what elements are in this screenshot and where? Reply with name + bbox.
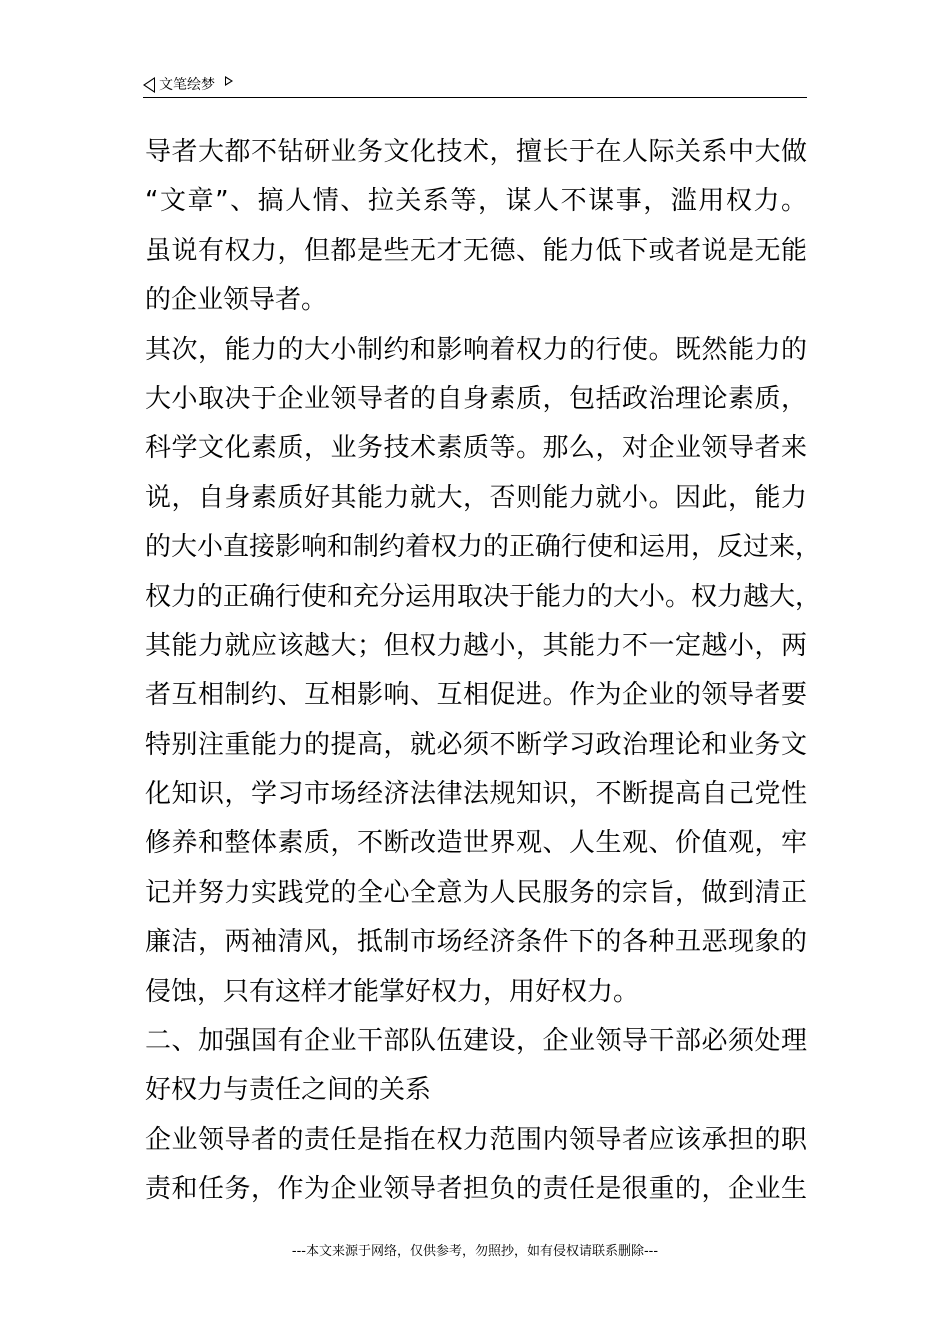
text-line: 权力的正确行使和充分运用取决于能力的大小。权力越大， bbox=[145, 581, 822, 612]
text-line: 的大小直接影响和制约着权力的正确行使和运用，反过来， bbox=[145, 532, 822, 563]
text-line: 企业领导者的责任是指在权力范围内领导者应该承担的职 bbox=[145, 1124, 807, 1155]
document-body bbox=[145, 128, 822, 1215]
text-line: 其次，能力的大小制约和影响着权力的行使。既然能力的 bbox=[145, 334, 807, 365]
triangle-right-icon bbox=[225, 76, 233, 86]
text-line: 虽说有权力，但都是些无才无德、能力低下或者说是无能 bbox=[145, 235, 807, 266]
text-line: 者互相制约、互相影响、互相促进。作为企业的领导者要 bbox=[145, 680, 807, 711]
text-line: 二、加强国有企业干部队伍建设，企业领导干部必须处理 bbox=[145, 1026, 807, 1057]
text-line: 好权力与责任之间的关系 bbox=[145, 1075, 432, 1106]
header-title: 文笔绘梦 bbox=[159, 77, 215, 93]
footer-notice: ---本文来源于网络，仅供参考，勿照抄，如有侵权请联系删除--- bbox=[291, 1244, 659, 1259]
text-line: 科学文化素质，业务技术素质等。那么，对企业领导者来 bbox=[145, 433, 807, 464]
text-line: 其能力就应该越大；但权力越小，其能力不一定越小，两 bbox=[145, 630, 807, 661]
text-line: 导者大都不钻研业务文化技术，擅长于在人际关系中大做 bbox=[145, 137, 807, 167]
text-line: 大小取决于企业领导者的自身素质，包括政治理论素质， bbox=[145, 383, 807, 414]
text-line: 侵蚀，只有这样才能掌好权力，用好权力。 bbox=[145, 976, 640, 1007]
text-line: 记并努力实践党的全心全意为人民服务的宗旨，做到清正 bbox=[145, 877, 807, 908]
text-line: 特别注重能力的提高，就必须不断学习政治理论和业务文 bbox=[145, 729, 807, 760]
text-line: 廉洁，两袖清风，抵制市场经济条件下的各种丑恶现象的 bbox=[145, 927, 807, 958]
text-line: 修养和整体素质，不断改造世界观、人生观、价值观，牢 bbox=[145, 828, 807, 859]
text-line: 说，自身素质好其能力就大，否则能力就小。因此，能力 bbox=[145, 482, 807, 513]
triangle-left-icon bbox=[143, 77, 155, 93]
text-line: 责和任务，作为企业领导者担负的责任是很重的，企业生 bbox=[145, 1174, 807, 1205]
text-line: 的企业领导者。 bbox=[145, 285, 328, 316]
header-divider bbox=[143, 97, 807, 98]
text-line: 化知识，学习市场经济法律法规知识，不断提高自己党性 bbox=[145, 779, 807, 810]
page-header bbox=[143, 73, 233, 97]
text-line: “文章”、搞人情、拉关系等，谋人不谋事，滥用权力。 bbox=[145, 186, 807, 217]
